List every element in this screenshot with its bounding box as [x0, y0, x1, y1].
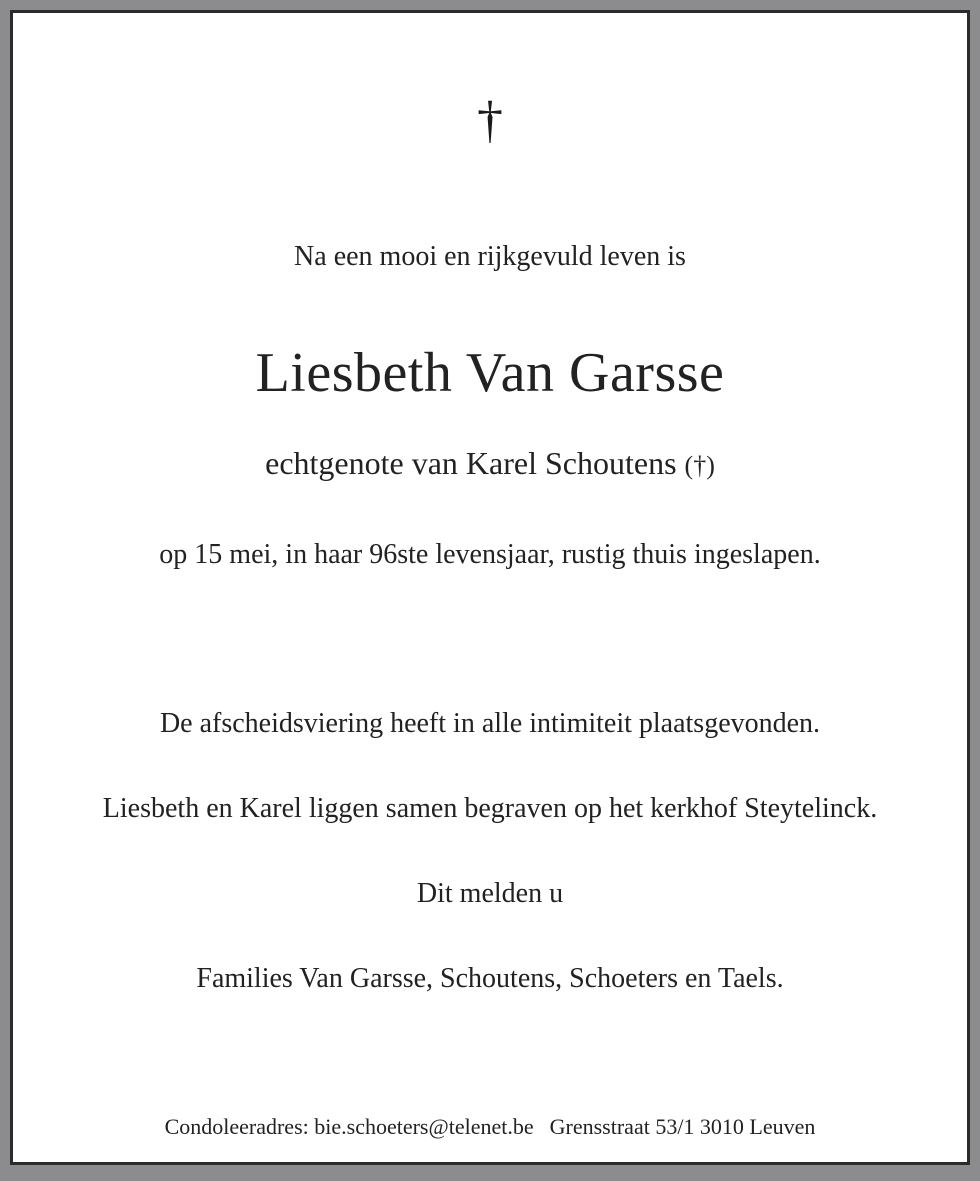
spouse-text: echtgenote van Karel Schoutens — [265, 445, 677, 481]
intro-text: Na een mooi en rijkgevuld leven is — [294, 241, 686, 272]
condolence-address: Grensstraat 53/1 3010 Leuven — [549, 1114, 816, 1139]
notice-paper — [23, 23, 957, 1152]
spouse-line — [23, 445, 957, 482]
date-line: op 15 mei, in haar 96ste levensjaar, rustig thuis ingeslapen. — [159, 539, 821, 570]
deceased-mark: (†) — [684, 451, 715, 480]
announcement-text: Dit melden u — [416, 878, 564, 909]
families-text: Families Van Garsse, Schoutens, Schoeters en Taels. — [196, 963, 784, 994]
notice-frame — [10, 10, 970, 1165]
latin-cross-icon: † — [477, 92, 503, 149]
condolence-email: Condoleeradres: bie.schoeters@telenet.be — [164, 1114, 534, 1139]
ceremony-text: De afscheidsviering heeft in alle intimiteit plaatsgevonden. — [159, 708, 821, 739]
burial-text: Liesbeth en Karel liggen samen begraven op het kerkhof Steytelinck. — [102, 793, 878, 824]
deceased-name: Liesbeth Van Garsse — [255, 342, 725, 404]
contact-line — [23, 1114, 957, 1140]
